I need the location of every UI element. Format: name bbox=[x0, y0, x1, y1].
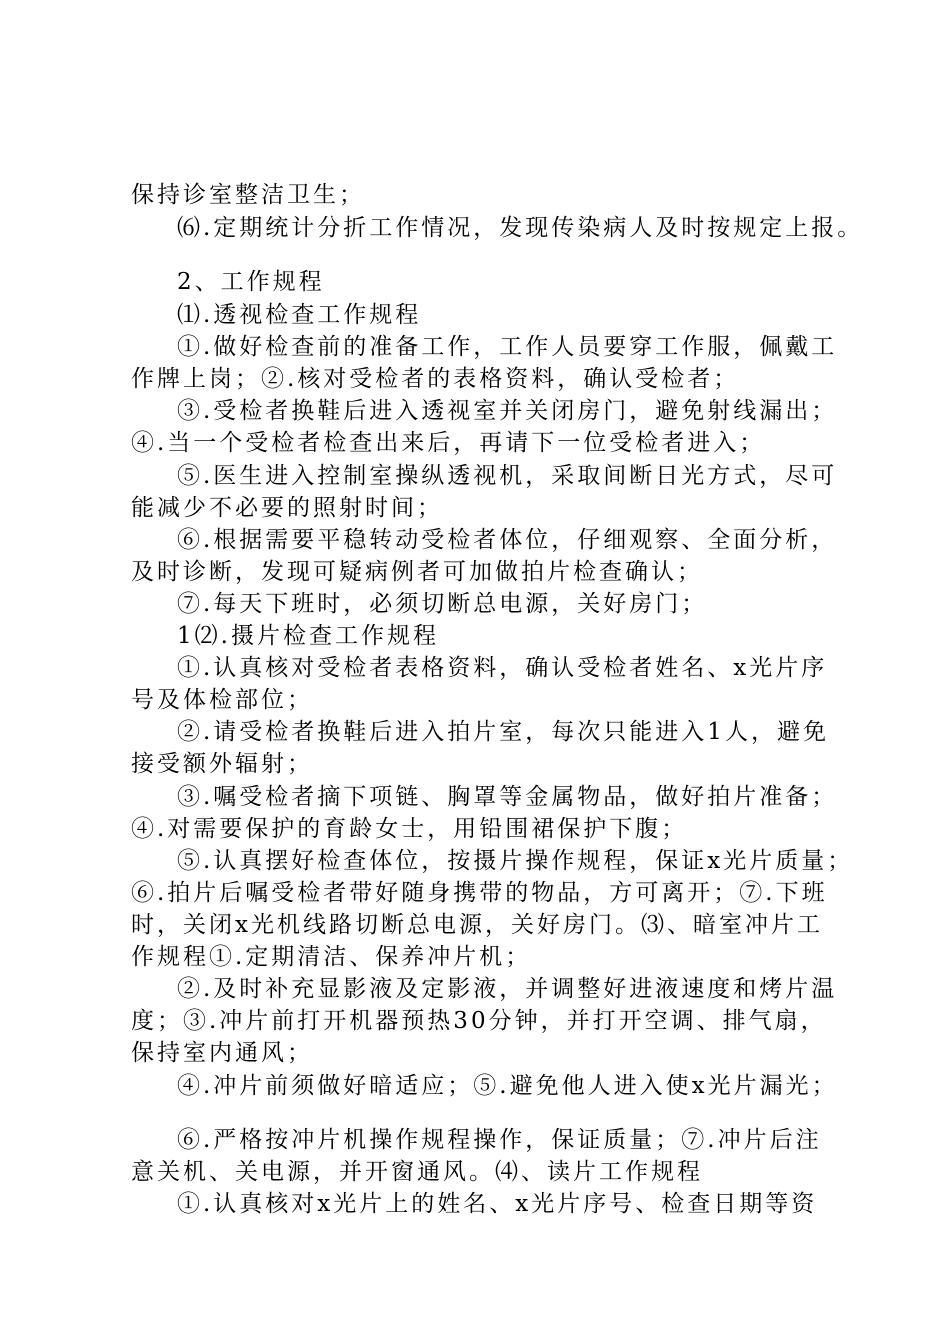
text-line: ③.受检者换鞋后进入透视室并关闭房门，避免射线漏出； bbox=[177, 398, 838, 424]
text-line: 度；③.冲片前打开机器预热30分钟，并打开空调、排气扇， bbox=[131, 1008, 827, 1034]
text-line: ①.认真核对x光片上的姓名、x光片序号、检查日期等资 bbox=[177, 1191, 818, 1217]
text-line: ②.及时补充显影液及定影液，并调整好进液速度和烤片温 bbox=[177, 976, 838, 1002]
text-line: ⑥.根据需要平稳转动受检者体位，仔细观察、全面分析， bbox=[177, 527, 838, 553]
text-line: 保持诊室整洁卫生； bbox=[131, 182, 365, 208]
text-line: ②.请受检者换鞋后进入拍片室，每次只能进入1人，避免 bbox=[177, 719, 829, 745]
subsection-heading: 1⑵.摄片检查工作规程 bbox=[177, 623, 439, 649]
text-line: 号及体检部位； bbox=[131, 687, 313, 713]
section-heading: 2、工作规程 bbox=[177, 269, 325, 295]
text-line: 接受额外辐射； bbox=[131, 751, 313, 777]
text-line: ③.嘱受检者摘下项链、胸罩等金属物品，做好拍片准备； bbox=[177, 784, 838, 810]
text-line: ④.冲片前须做好暗适应；⑤.避免他人进入使x光片漏光； bbox=[177, 1073, 838, 1099]
text-line: ⑤.医生进入控制室操纵透视机，采取间断日光方式，尽可 bbox=[177, 463, 838, 489]
text-line: ⑹.定期统计分折工作情况，发现传染病人及时按规定上报。 bbox=[177, 215, 864, 241]
text-line: ⑥.拍片后嘱受检者带好随身携带的物品，方可离开；⑦.下班 bbox=[131, 880, 828, 906]
text-line: ⑤.认真摆好检查体位，按摄片操作规程，保证x光片质量； bbox=[177, 848, 854, 874]
text-line: ①.认真核对受检者表格资料，确认受检者姓名、x光片序 bbox=[177, 655, 828, 681]
text-line: ①.做好检查前的准备工作，工作人员要穿工作服，佩戴工 bbox=[177, 334, 838, 360]
text-line: ⑥.严格按冲片机操作规程操作，保证质量；⑦.冲片后注 bbox=[177, 1127, 822, 1153]
subsection-heading: ⑴.透视检查工作规程 bbox=[177, 302, 422, 328]
text-line: 意关机、关电源，并开窗通风。⑷、读片工作规程 bbox=[131, 1159, 703, 1185]
text-line: ⑦.每天下班时，必须切断总电源，关好房门； bbox=[177, 591, 708, 617]
text-line: 时，关闭x光机线路切断总电源，关好房门。⑶、暗室冲片工 bbox=[131, 912, 823, 938]
text-line: 能减少不必要的照射时间； bbox=[131, 495, 443, 521]
text-line: 保持室内通风； bbox=[131, 1040, 313, 1066]
text-line: 及时诊断，发现可疑病例者可加做拍片检查确认； bbox=[131, 559, 703, 585]
text-line: 作规程①.定期清洁、保养冲片机； bbox=[131, 944, 532, 970]
text-line: 作牌上岗；②.核对受检者的表格资料，确认受检者； bbox=[131, 366, 740, 392]
text-line: ④.对需要保护的育龄女士，用铅围裙保护下腹； bbox=[131, 816, 688, 842]
text-line: ④.当一个受检者检查出来后，再请下一位受检者进入； bbox=[131, 430, 766, 456]
